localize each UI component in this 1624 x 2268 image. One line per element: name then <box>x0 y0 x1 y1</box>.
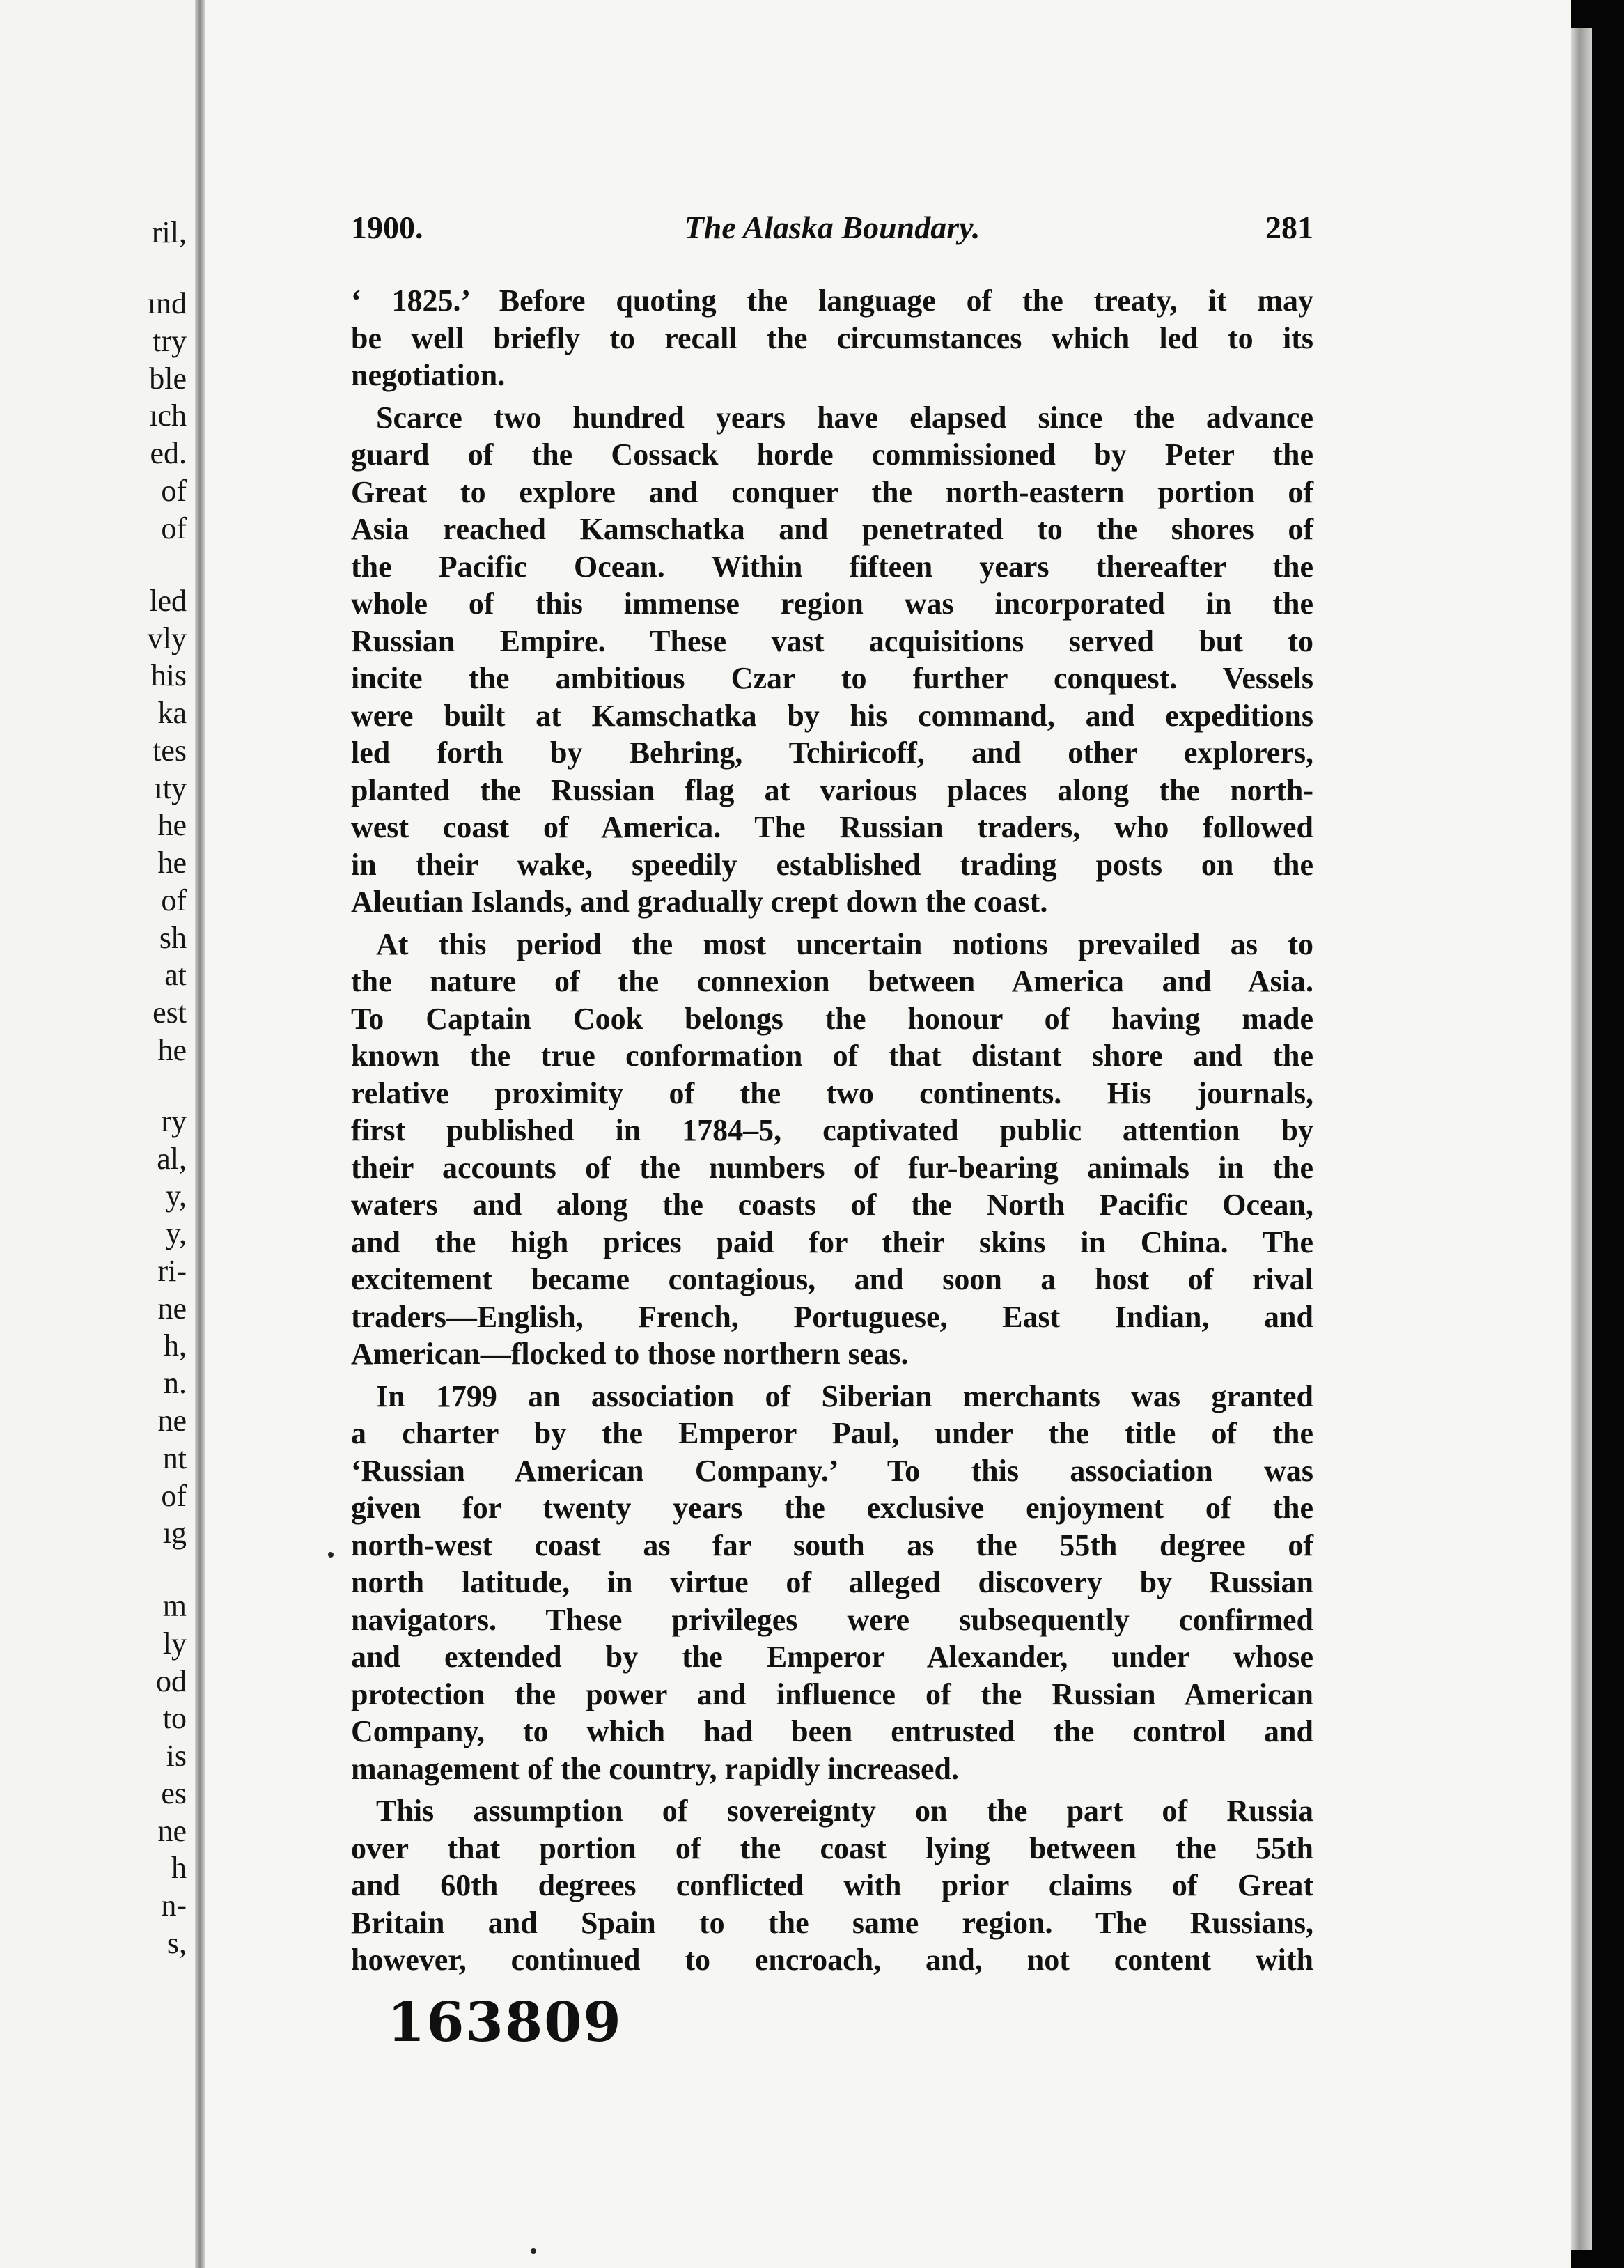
previous-page-fragment: of <box>161 1479 187 1513</box>
text-line: excitement became contagious, and soon a host of rival <box>351 1262 1313 1296</box>
previous-page-fragment: ne <box>157 1404 187 1438</box>
previous-page-fragment: m <box>162 1589 187 1623</box>
paragraph <box>351 399 1313 921</box>
previous-page-fragment: ly <box>162 1626 187 1661</box>
text-line: traders—English, French, Portuguese, East Indian, and <box>351 1299 1313 1334</box>
text-line: and 60th degrees conflicted with prior claims of Great <box>351 1868 1313 1902</box>
previous-page-fragment: s, <box>166 1926 187 1960</box>
previous-page-fragment: of <box>161 883 187 917</box>
page-number: 281 <box>1265 210 1313 245</box>
paragraph <box>351 926 1313 1373</box>
text-line: known the true conformation of that distant shore and the <box>351 1039 1313 1073</box>
previous-page-fragment: ril, <box>151 215 187 249</box>
previous-page-fragment: to <box>162 1701 187 1735</box>
text-line: In 1799 an association of Siberian merchants was granted <box>376 1378 1313 1413</box>
paragraph <box>351 1378 1313 1788</box>
previous-page-fragment: est <box>153 995 187 1030</box>
text-line: relative proximity of the two continents. His journals, <box>351 1075 1313 1110</box>
stamp-number: 163809 <box>387 1991 623 2054</box>
previous-page-fragment: n. <box>164 1366 187 1400</box>
text-line: protection the power and influence of the Russian American <box>351 1677 1313 1711</box>
previous-page-fragment: y, <box>165 1216 187 1250</box>
previous-page-fragment: at <box>164 958 187 992</box>
previous-page-fragment: al, <box>157 1142 187 1176</box>
text-line: navigators. These privileges were subsequently confirmed <box>351 1602 1313 1637</box>
text-line: ‘Russian American Company.’ To this association was <box>351 1453 1313 1488</box>
body-text <box>351 282 1313 1984</box>
previous-page-fragment: his <box>150 658 187 692</box>
previous-page-fragment: tes <box>153 733 187 768</box>
previous-page-fragment: try <box>153 324 187 358</box>
text-line: however, continued to encroach, and, not content with <box>351 1943 1313 1977</box>
text-line: their accounts of the numbers of fur-bearing animals in the <box>351 1150 1313 1185</box>
previous-page-fragment: ne <box>157 1291 187 1326</box>
paragraph <box>351 282 1313 394</box>
text-line: To Captain Cook belongs the honour of having made <box>351 1001 1313 1036</box>
previous-page-fragment: y, <box>165 1179 187 1213</box>
paragraph <box>351 1792 1313 1979</box>
previous-page-fragment: is <box>166 1739 187 1773</box>
previous-page-fragment: ınd <box>147 286 187 320</box>
previous-page-fragment: of <box>161 511 187 545</box>
previous-page-fragment: h <box>171 1851 187 1885</box>
previous-page-fragment: sh <box>159 921 187 955</box>
text-line: This assumption of sovereignty on the part of Russia <box>376 1794 1313 1828</box>
text-line: west coast of America. The Russian traders, who followed <box>351 810 1313 844</box>
text-line: At this period the most uncertain notions prevailed as to <box>376 926 1313 961</box>
previous-page-fragment: ed. <box>150 436 187 470</box>
running-head <box>351 209 1313 252</box>
previous-page-fragment: ne <box>157 1814 187 1848</box>
page-edge-shadow <box>1571 28 1592 2250</box>
previous-page-fragment: ble <box>149 362 187 396</box>
previous-page-fragment: led <box>149 584 187 618</box>
text-line: Asia reached Kamschatka and penetrated to the shores of <box>351 512 1313 546</box>
text-line: a charter by the Emperor Paul, under the title of the <box>351 1416 1313 1450</box>
text-line: Britain and Spain to the same region. The Russians, <box>351 1905 1313 1940</box>
text-line: management of the country, rapidly increased. <box>351 1751 960 1786</box>
text-line: given for twenty years the exclusive enjoyment of the <box>351 1491 1313 1525</box>
previous-page-fragment: nt <box>162 1441 187 1475</box>
previous-page-fragment: ri- <box>157 1254 187 1288</box>
text-line: guard of the Cossack horde commissioned by Peter the <box>351 437 1313 472</box>
previous-page-fragment: ıch <box>149 398 187 433</box>
previous-page-fragment: he <box>157 846 187 880</box>
text-line: were built at Kamschatka by his command, and expeditions <box>351 698 1313 733</box>
previous-page-fragment: ıty <box>154 771 187 805</box>
previous-page-fragment: of <box>161 474 187 508</box>
previous-page-fragment: ka <box>157 696 187 730</box>
text-line: Russian Empire. These vast acquisitions served but to <box>351 623 1313 658</box>
speck-mark <box>531 2248 536 2254</box>
previous-page-fragment: ry <box>161 1104 187 1138</box>
previous-page-fragment: ıg <box>162 1516 187 1550</box>
text-line: ‘ 1825.’ Before quoting the language of the treaty, it may <box>351 284 1313 318</box>
text-line: north-west coast as far south as the 55th degree of <box>351 1528 1313 1562</box>
running-head-year: 1900. <box>351 210 423 245</box>
text-line: Aleutian Islands, and gradually crept down the coast. <box>351 885 1048 919</box>
previous-page-fragment: n- <box>161 1888 187 1923</box>
text-line: whole of this immense region was incorporated in the <box>351 587 1313 621</box>
text-line: north latitude, in virtue of alleged discovery by Russian <box>351 1565 1313 1599</box>
text-line: Scarce two hundred years have elapsed since the advance <box>376 400 1313 435</box>
text-line: first published in 1784–5, captivated public attention by <box>351 1113 1313 1147</box>
previous-page-fragment: vly <box>147 621 187 655</box>
text-line: the Pacific Ocean. Within fifteen years thereafter the <box>351 549 1313 584</box>
text-line: the nature of the connexion between America and Asia. <box>351 964 1313 998</box>
text-line: over that portion of the coast lying between the 55th <box>351 1831 1313 1865</box>
text-line: in their wake, speedily established trading posts on the <box>351 847 1313 882</box>
text-line: Great to explore and conquer the north-eastern portion of <box>351 474 1313 509</box>
text-line: and the high prices paid for their skins in China. The <box>351 1225 1313 1259</box>
text-line: incite the ambitious Czar to further conquest. Vessels <box>351 661 1313 695</box>
previous-page-fragment: h, <box>164 1328 187 1362</box>
previous-page-fragment: es <box>161 1776 187 1810</box>
text-line: and extended by the Emperor Alexander, under whose <box>351 1640 1313 1674</box>
text-line: waters and along the coasts of the North Pacific Ocean, <box>351 1188 1313 1222</box>
previous-page-fragment: he <box>157 808 187 842</box>
text-line: negotiation. <box>351 358 506 392</box>
text-line: be well briefly to recall the circumstances which led to its <box>351 320 1313 355</box>
previous-page-strip <box>0 0 199 2268</box>
previous-page-fragment: he <box>157 1033 187 1067</box>
previous-page-fragment: od <box>156 1664 187 1698</box>
book-gutter <box>195 0 205 2268</box>
speck-mark <box>328 1552 334 1558</box>
text-line: American—flocked to those northern seas. <box>351 1337 909 1371</box>
text-line: planted the Russian flag at various places along the north- <box>351 772 1313 807</box>
running-head-title: The Alaska Boundary. <box>684 210 981 245</box>
text-line: Company, to which had been entrusted the control and <box>351 1714 1313 1748</box>
text-line: led forth by Behring, Tchiricoff, and other explorers, <box>351 736 1313 770</box>
